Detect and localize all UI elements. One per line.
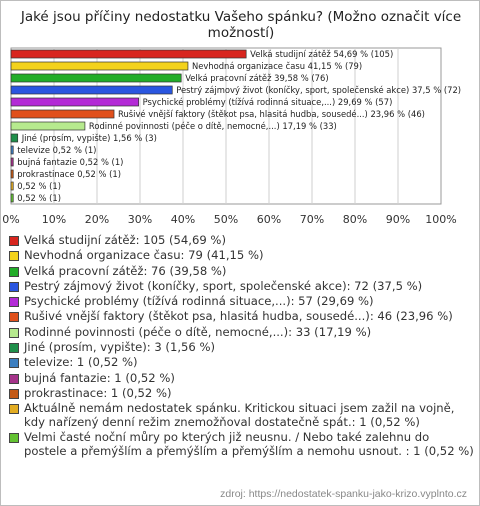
legend-label: Psychické problémy (tížívá rodinná situace,...): 57 (29,69 %) (24, 294, 374, 309)
legend-item (9, 310, 475, 324)
chart-legend (9, 234, 475, 460)
legend-item (9, 265, 475, 279)
legend-swatch (9, 374, 19, 384)
legend-label: Velká pracovní zátěž: 76 (39,58 %) (24, 263, 227, 278)
legend-swatch (9, 251, 19, 261)
legend-item (9, 295, 475, 309)
legend-swatch (9, 236, 19, 246)
bar-label: Velká pracovní zátěž 39,58 % (76) (185, 73, 329, 83)
legend-label: Rodinné povinnosti (péče o dítě, nemocné,...): 33 (17,19 %) (24, 324, 372, 339)
bar-label: 0,52 % (1) (17, 181, 62, 191)
legend-label: Nevhodná organizace času: 79 (41,15 %) (24, 248, 264, 263)
legend-swatch (9, 267, 19, 277)
x-tick-label: 30% (127, 213, 153, 226)
legend-label: televize: 1 (0,52 %) (24, 355, 138, 370)
legend-swatch (9, 389, 19, 399)
x-tick-label: 90% (385, 213, 411, 226)
bar (11, 62, 188, 70)
legend-swatch (9, 358, 19, 368)
legend-swatch (9, 297, 19, 307)
bar-label: Rušivé vnější faktory (štěkot psa, hlasitá hudba, sousedé...) 23,96 % (46) (118, 109, 425, 119)
bar (11, 182, 13, 190)
x-tick-label: 10% (41, 213, 67, 226)
legend-label: Rušivé vnější faktory (štěkot psa, hlasitá hudba, sousedé...): 46 (23,96 %) (24, 309, 453, 324)
legend-swatch (9, 433, 19, 443)
chart-title: Jaké jsou příčiny nedostatku Vašeho spánku? (Možno označit více možností) (20, 9, 462, 41)
bar (11, 98, 139, 106)
x-tick-label: 20% (84, 213, 110, 226)
legend-item (9, 387, 475, 401)
bar (11, 170, 13, 178)
bar (11, 74, 181, 82)
legend-item (9, 372, 475, 386)
legend-label: Velmi časté noční můry po kterých již neusnu. / Nebo také zalehnu do postele a přemýšlím a přemýšlím a přemýšlím a nemohu usnout. : 1 (0,52 %) (24, 430, 474, 459)
bar (11, 134, 18, 142)
x-tick-label: 40% (170, 213, 196, 226)
bar-label: Nevhodná organizace času 41,15 % (79) (191, 61, 363, 71)
bar (11, 86, 172, 94)
legend-label: bujná fantazie: 1 (0,52 %) (24, 370, 175, 385)
bar (11, 122, 85, 130)
bar-label: Jiné (prosím, vypište) 1,56 % (3) (21, 133, 157, 143)
bar-label: Rodinné povinnosti (péče o dítě, nemocné,...) 17,19 % (33) (88, 121, 337, 131)
x-tick-label: 0% (2, 213, 20, 226)
bar-label: Velká studijní zátěž 54,69 % (105) (250, 49, 394, 59)
legend-swatch (9, 282, 19, 292)
legend-item (9, 356, 475, 370)
x-tick-label: 60% (256, 213, 282, 226)
bar-label: Pestrý zájmový život (koníčky, sport, společenské akce) 37,5 % (72) (176, 85, 462, 95)
legend-label: Pestrý zájmový život (koníčky, sport, společenské akce): 72 (37,5 %) (24, 278, 423, 293)
legend-label: prokrastinace: 1 (0,52 %) (24, 385, 172, 400)
bar-label: 0,52 % (1) (17, 193, 62, 203)
legend-swatch (9, 312, 19, 322)
legend-swatch (9, 328, 19, 338)
legend-item (9, 234, 475, 248)
bar (11, 146, 13, 154)
x-tick-label: 70% (299, 213, 325, 226)
legend-label: Aktuálně nemám nedostatek spánku. Kritickou situaci jsem zažil na vojně, kdy nařízený denní režim znemožňoval dostatečně spát.: 1 (0,52 %) (24, 401, 455, 430)
bar (11, 194, 13, 202)
source-note: zdroj: https://nedostatek-spanku-jako-krizo.vyplnto.cz (220, 488, 467, 500)
x-tick-label: 80% (342, 213, 368, 226)
legend-item (9, 431, 475, 459)
legend-item (9, 326, 475, 340)
legend-item (9, 341, 475, 355)
bar (11, 50, 246, 58)
bar-label: prokrastinace 0,52 % (1) (17, 169, 122, 179)
legend-label: Velká studijní zátěž: 105 (54,69 %) (24, 233, 226, 247)
bar-label: televize 0,52 % (1) (17, 145, 97, 155)
bar (11, 158, 13, 166)
bar-label: Psychické problémy (tížívá rodinná situace,...) 29,69 % (57) (142, 97, 393, 107)
legend-item (9, 280, 475, 294)
x-tick-label: 100% (425, 213, 457, 226)
bar (11, 110, 114, 118)
bar-chart (1, 1, 479, 231)
legend-item (9, 402, 475, 430)
legend-swatch (9, 343, 19, 353)
x-tick-label: 50% (213, 213, 239, 226)
bar-label: bujná fantazie 0,52 % (1) (17, 157, 124, 167)
legend-label: Jiné (prosím, vypište): 3 (1,56 %) (24, 340, 215, 355)
legend-item (9, 249, 475, 263)
legend-swatch (9, 404, 19, 414)
